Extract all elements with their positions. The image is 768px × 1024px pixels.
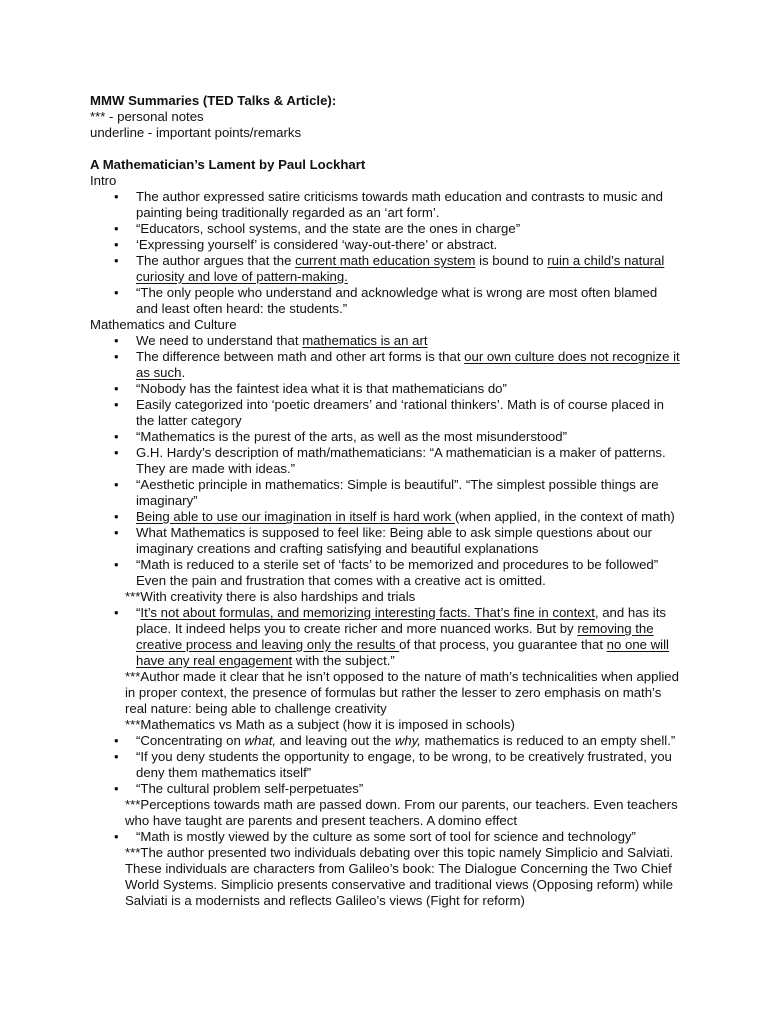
list-item [90, 253, 680, 285]
underlined-text: current math education system [295, 253, 476, 268]
list-item: • “The cultural problem self-perpetuates” [90, 781, 680, 797]
underlined-text: mathematics is an art [302, 333, 428, 348]
legend-notes: *** - personal notes [90, 109, 204, 124]
section-heading-intro: Intro [90, 173, 117, 188]
list-item: • G.H. Hardy’s description of math/mathematicians: “A mathematician is a maker of patterns. They are made with ideas.” [90, 445, 680, 477]
italic-text: why, [394, 733, 421, 748]
list-item: • “Math is reduced to a sterile set of ‘facts’ to be memorized and procedures to be followed” Even the pain and frustration that comes with a creative act is omitted. [90, 557, 680, 589]
text-run: mathematics is reduced to an empty shell.” [420, 733, 676, 748]
list-item [90, 733, 680, 749]
list-item: • The author expressed satire criticisms towards math education and contrasts to music and painting being traditionally regarded as an ‘art form’. [90, 189, 680, 221]
text-run: “ [136, 605, 141, 620]
list-item: • What Mathematics is supposed to feel like: Being able to ask simple questions about our imaginary creations and crafting satisfying and beautiful explanations [90, 525, 680, 557]
list-item [90, 509, 680, 525]
list-item: • “The only people who understand and acknowledge what is wrong are most often blamed and least often heard: the students.” [90, 285, 680, 317]
document-body [90, 93, 680, 909]
list-item: • Easily categorized into ‘poetic dreamers’ and ‘rational thinkers’. Math is of course placed in the latter category [90, 397, 680, 429]
article-title: A Mathematician’s Lament by Paul Lockhart [90, 157, 366, 172]
text-run: with the subject.” [292, 653, 395, 668]
text-run: The difference between math and other art forms is that [136, 349, 465, 364]
intro-list [90, 189, 680, 317]
text-run: “Concentrating on [136, 733, 245, 748]
list-item: • ‘Expressing yourself’ is considered ‘way-out-there’ or abstract. [90, 237, 680, 253]
document-title: MMW Summaries (TED Talks & Article): [90, 93, 337, 108]
text-run: , and has its place. It indeed helps you to create richer and more nuanced works. But by [136, 605, 666, 636]
list-item [90, 349, 680, 381]
text-run: is bound to [475, 253, 548, 268]
text-run: (when applied, in the context of math) [454, 509, 675, 524]
list-item: • “Nobody has the faintest idea what it is that mathematicians do” [90, 381, 680, 397]
text-run: We need to understand that [136, 333, 303, 348]
list-item [90, 333, 680, 349]
text-run: and leaving out the [276, 733, 395, 748]
personal-note: ***The author presented two individuals debating over this topic namely Simplicio and Salviati. These individuals are characters from Galileo’s book: The Dialogue Concerning the Two Chief World Systems. Simplicio presents conservative and traditional views (Opposing reform) while Salviati is a modernists and reflects Galileo’s views (Fight for reform) [125, 845, 674, 908]
list-item: • “Educators, school systems, and the state are the ones in charge” [90, 221, 680, 237]
underlined-text: ruin a child’s natural curiosity and love of pattern-making. [136, 253, 665, 284]
section-heading-culture: Mathematics and Culture [90, 317, 237, 332]
underlined-text: Being able to use our imagination in itself is hard work [136, 509, 455, 524]
italic-text: what, [244, 733, 277, 748]
text-run: . [181, 365, 186, 380]
text-run: The author argues that the [136, 253, 296, 268]
personal-note: ***Perceptions towards math are passed down. From our parents, our teachers. Even teachers who have taught are parents and present teachers. A domino effect [125, 797, 678, 828]
list-item: • “Aesthetic principle in mathematics: Simple is beautiful”. “The simplest possible things are imaginary” [90, 477, 680, 509]
list-item [90, 605, 680, 669]
underlined-text: It’s not about formulas, and memorizing interesting facts. That’s fine in context [140, 605, 595, 620]
legend-underline: underline - important points/remarks [90, 125, 302, 140]
list-item: • “Mathematics is the purest of the arts, as well as the most misunderstood” [90, 429, 680, 445]
list-item: • “Math is mostly viewed by the culture as some sort of tool for science and technology” [90, 829, 680, 845]
underlined-text: removing the creative process and leaving only the results [136, 621, 654, 652]
personal-note: ***Author made it clear that he isn’t opposed to the nature of math’s technicalities when applied in proper context, the presence of formulas but rather the lesser to zero emphasis on math’s real nature: being able to challenge creativity [125, 669, 679, 716]
culture-list-2 [90, 605, 680, 669]
underlined-text: no one will have any real engagement [136, 637, 669, 668]
text-run: of that process, you guarantee that [399, 637, 607, 652]
culture-list-3 [90, 733, 680, 797]
culture-list [90, 333, 680, 589]
underlined-text: our own culture does not recognize it as such [136, 349, 680, 380]
culture-list-4 [90, 829, 680, 845]
list-item: • “If you deny students the opportunity to engage, to be wrong, to be creatively frustrated, you deny them mathematics itself” [90, 749, 680, 781]
personal-note: ***Mathematics vs Math as a subject (how it is imposed in schools) [125, 717, 515, 732]
personal-note: ***With creativity there is also hardships and trials [125, 589, 416, 604]
